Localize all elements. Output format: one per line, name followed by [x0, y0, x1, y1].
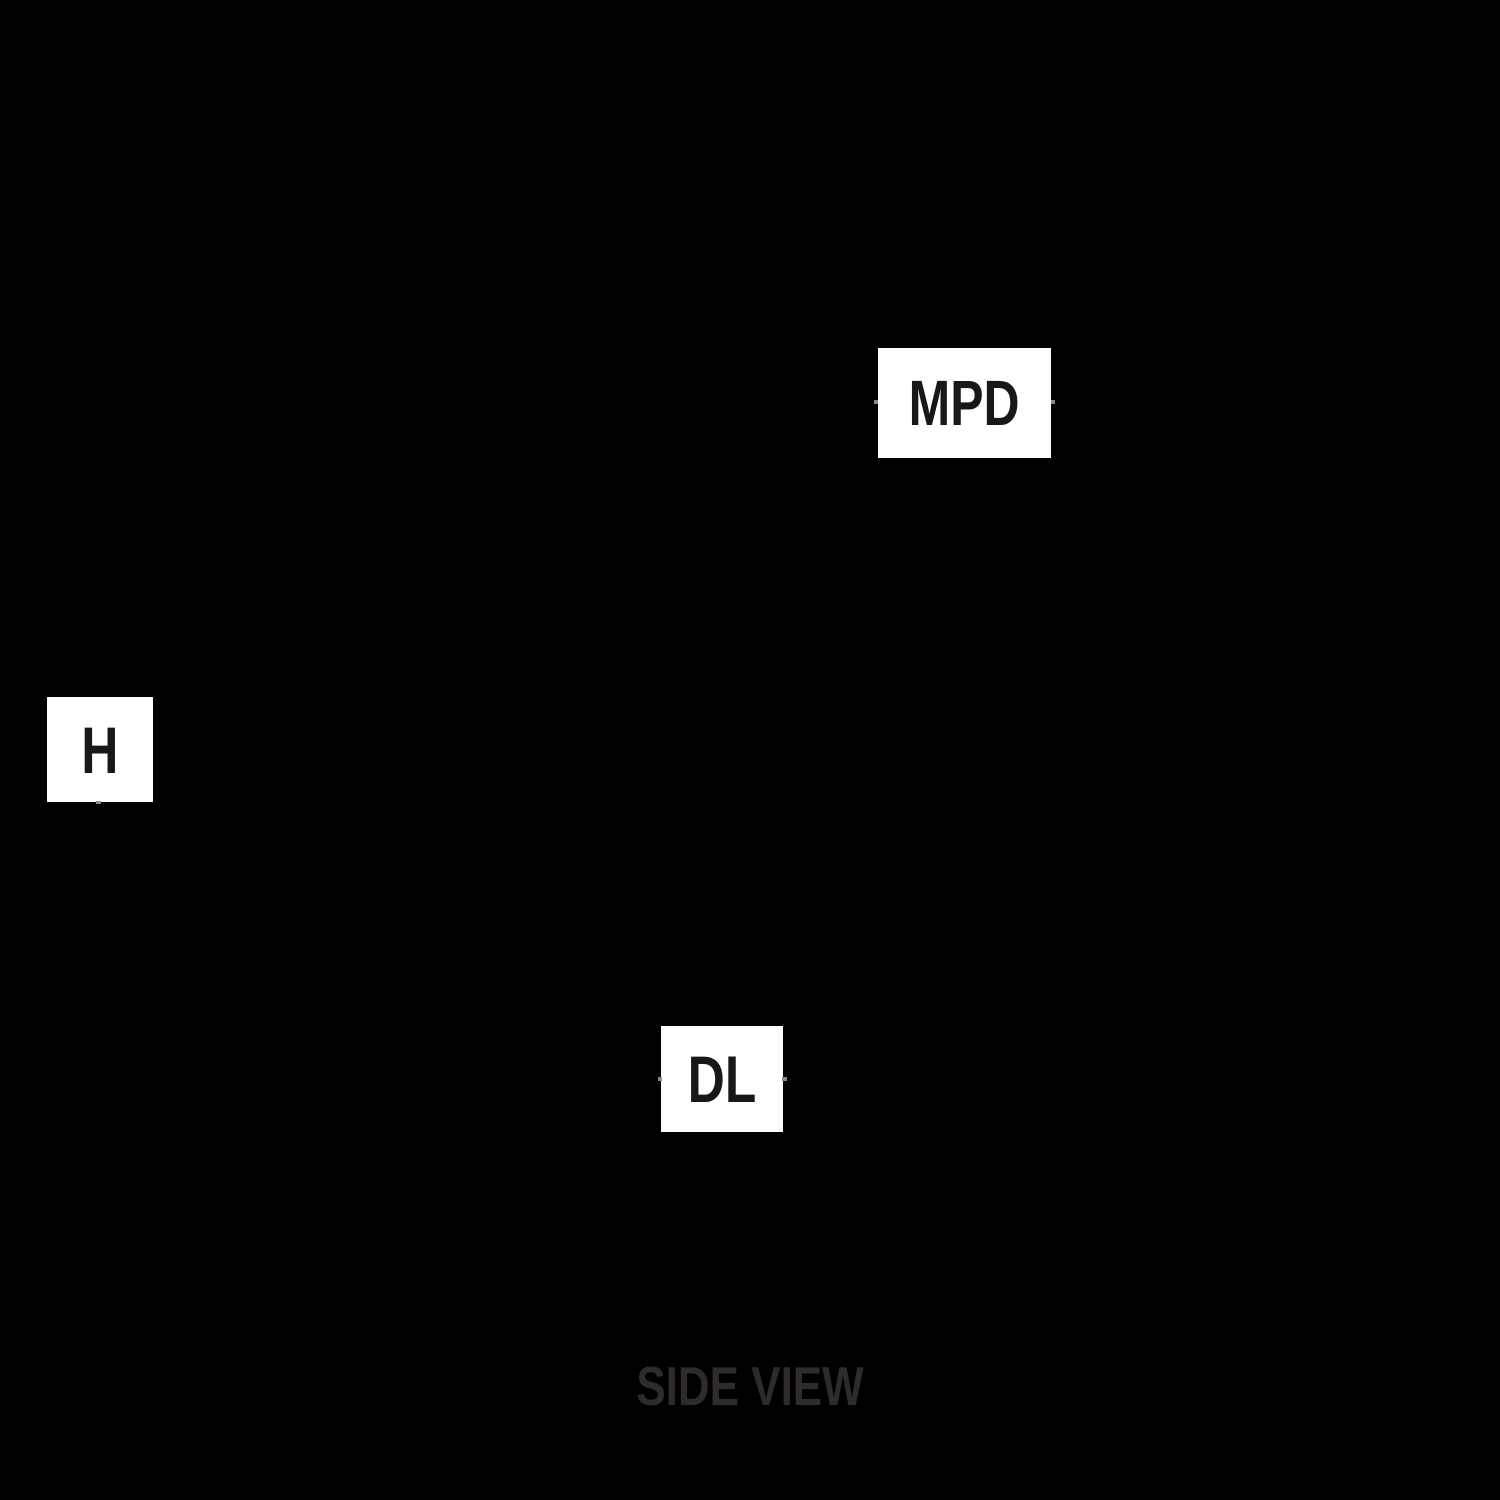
leader-line-stub-dl-right — [782, 1077, 787, 1081]
dimension-label-dl — [661, 1026, 783, 1132]
leader-line-stub-h-bottom — [96, 801, 101, 804]
dimension-label-dl-text: DL — [687, 1042, 757, 1116]
dimension-label-h-text: H — [81, 712, 119, 787]
leader-line-stub-mpd-left — [874, 400, 878, 404]
dimension-label-h — [47, 697, 153, 802]
side-view-caption — [608, 1355, 892, 1417]
dimension-label-mpd — [878, 348, 1051, 458]
side-view-caption-text: SIDE VIEW — [636, 1355, 864, 1417]
leader-line-stub-mpd-right — [1051, 400, 1055, 404]
dimension-label-mpd-text: MPD — [909, 367, 1020, 439]
leader-line-stub-dl-left — [658, 1077, 662, 1081]
